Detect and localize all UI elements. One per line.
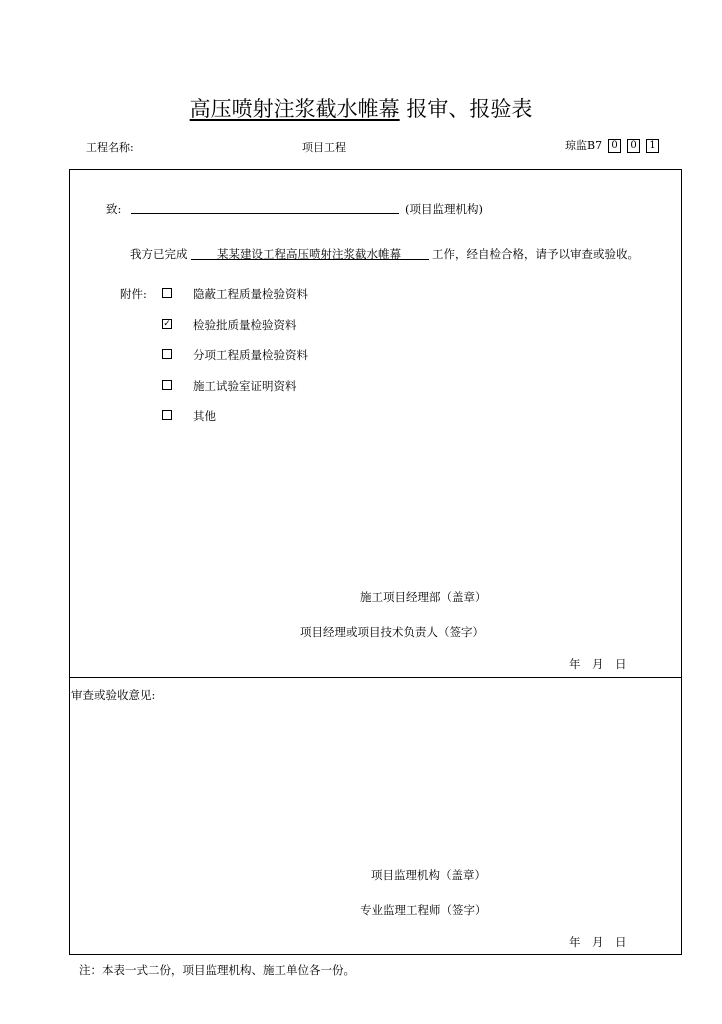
code-digit-1: 0 xyxy=(608,139,621,153)
review-date: 年 月 日 xyxy=(569,935,627,949)
attachment-checkbox-5[interactable] xyxy=(162,410,172,420)
intro-work: 某某建设工程高压喷射注浆截水帷幕 xyxy=(217,247,401,261)
to-label: 致: xyxy=(106,202,122,216)
manager-signature: 项目经理或项目技术负责人（签字） xyxy=(300,625,484,639)
attachment-label-4: 施工试验室证明资料 xyxy=(193,379,297,393)
attachment-label-2: 检验批质量检验资料 xyxy=(193,318,297,332)
form-code xyxy=(565,137,659,153)
section-divider xyxy=(69,677,682,678)
attachment-label-3: 分项工程质量检验资料 xyxy=(193,348,308,362)
attachment-label-5: 其他 xyxy=(193,409,216,423)
attachment-label-1: 隐蔽工程质量检验资料 xyxy=(193,287,308,301)
attachment-checkbox-2[interactable] xyxy=(162,319,172,329)
form-title xyxy=(0,93,722,123)
to-suffix: (项目监理机构) xyxy=(405,202,483,216)
attachment-checkbox-4[interactable] xyxy=(162,380,172,390)
form-frame xyxy=(69,169,682,955)
code-digit-2: 0 xyxy=(627,139,640,153)
to-recipient-field[interactable] xyxy=(131,213,399,214)
project-name-value: 项目工程 xyxy=(302,141,346,154)
supervisor-stamp: 项目监理机构（盖章） xyxy=(371,868,486,882)
engineer-signature: 专业监理工程师（签字） xyxy=(360,903,487,917)
check-mark-icon: ✓ xyxy=(163,319,171,329)
contractor-stamp: 施工项目经理部（盖章） xyxy=(360,590,487,604)
form-code-prefix: 琼监B7 xyxy=(565,139,603,152)
code-digit-3: 1 xyxy=(646,139,659,153)
project-name-label: 工程名称: xyxy=(86,141,134,154)
attachment-checkbox-3[interactable] xyxy=(162,349,172,359)
contractor-date: 年 月 日 xyxy=(569,657,627,671)
attachment-checkbox-1[interactable] xyxy=(162,288,172,298)
footer-note: 注：本表一式二份，项目监理机构、施工单位各一份。 xyxy=(79,963,355,977)
intro-suffix: 工作，经自检合格，请予以审查或验收。 xyxy=(432,247,639,261)
review-opinion-label: 审查或验收意见: xyxy=(71,688,156,702)
title-suffix: 报审、报验表 xyxy=(406,97,533,121)
title-work-name: 高压喷射注浆截水帷幕 xyxy=(189,97,400,121)
intro-work-underline xyxy=(191,259,429,260)
attachments-label: 附件: xyxy=(120,287,147,301)
intro-prefix: 我方已完成 xyxy=(130,247,188,261)
